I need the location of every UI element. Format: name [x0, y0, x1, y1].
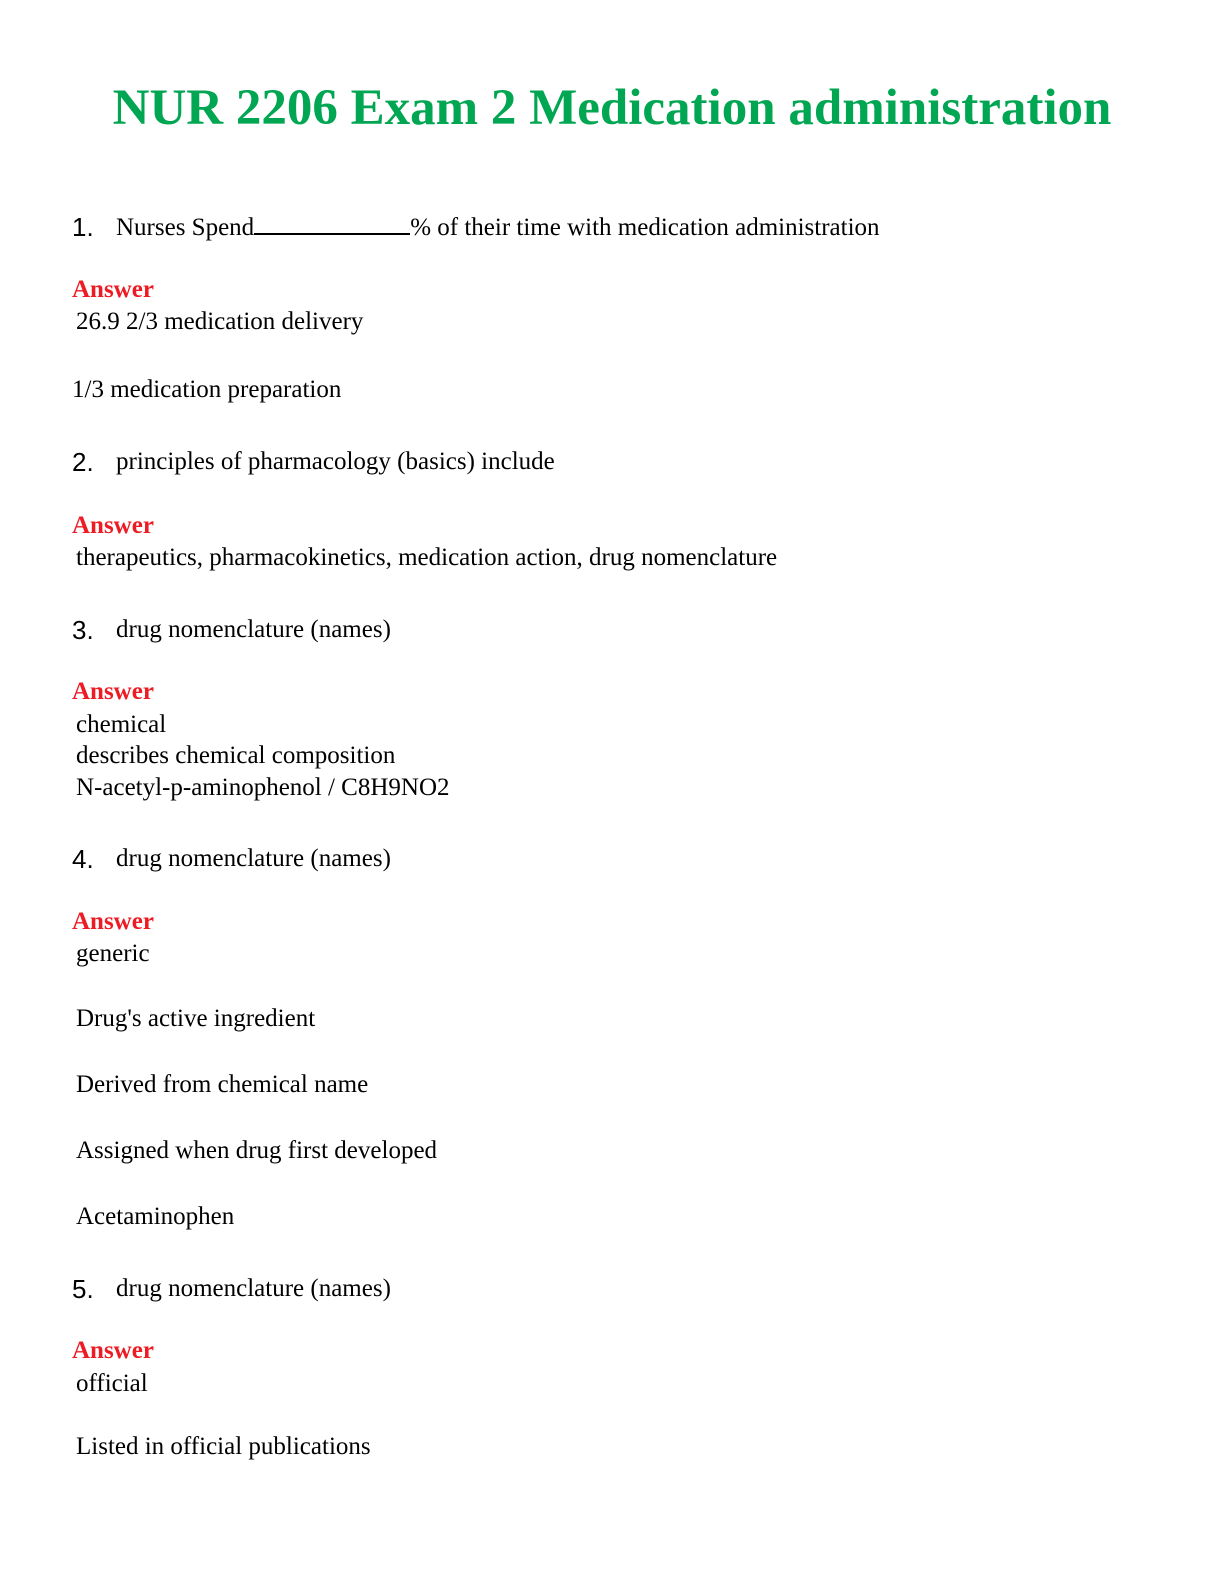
question-prompt-start: Nurses Spend: [116, 214, 255, 241]
answer-line: therapeutics, pharmacokinetics, medication action, drug nomenclature: [76, 544, 778, 571]
answer-label: Answer: [72, 678, 154, 705]
question-prompt: drug nomenclature (names): [116, 616, 391, 643]
answer-line: Drug's active ingredient: [76, 1005, 316, 1032]
answer-label: Answer: [72, 512, 154, 539]
fill-in-blank: [254, 211, 410, 235]
question-prompt-end: % of their time with medication administration: [410, 214, 880, 241]
question-number: 4.: [72, 844, 94, 874]
question-number: 1.: [72, 212, 94, 242]
answer-label: Answer: [72, 1337, 154, 1364]
answer-label: Answer: [72, 276, 154, 303]
question-prompt: principles of pharmacology (basics) include: [116, 448, 555, 475]
answer-line: Listed in official publications: [76, 1433, 371, 1460]
answer-line: Acetaminophen: [76, 1203, 235, 1230]
page-title: NUR 2206 Exam 2 Medication administration: [112, 80, 1112, 136]
answer-line: Derived from chemical name: [76, 1071, 369, 1098]
question-number: 3.: [72, 615, 94, 645]
question-number: 2.: [72, 447, 94, 477]
answer-line: chemical: [76, 711, 167, 738]
answer-line: Assigned when drug first developed: [76, 1137, 438, 1164]
question-prompt: [116, 211, 880, 244]
answer-line: 1/3 medication preparation: [72, 376, 342, 403]
answer-line: describes chemical composition: [76, 742, 396, 769]
question-prompt: drug nomenclature (names): [116, 1275, 391, 1302]
question-prompt: drug nomenclature (names): [116, 845, 391, 872]
answer-line: official: [76, 1370, 148, 1397]
answer-label: Answer: [72, 908, 154, 935]
question-number: 5.: [72, 1274, 94, 1304]
answer-line: N-acetyl-p-aminophenol / C8H9NO2: [76, 774, 450, 801]
answer-line: generic: [76, 940, 150, 967]
answer-line: 26.9 2/3 medication delivery: [76, 308, 364, 335]
